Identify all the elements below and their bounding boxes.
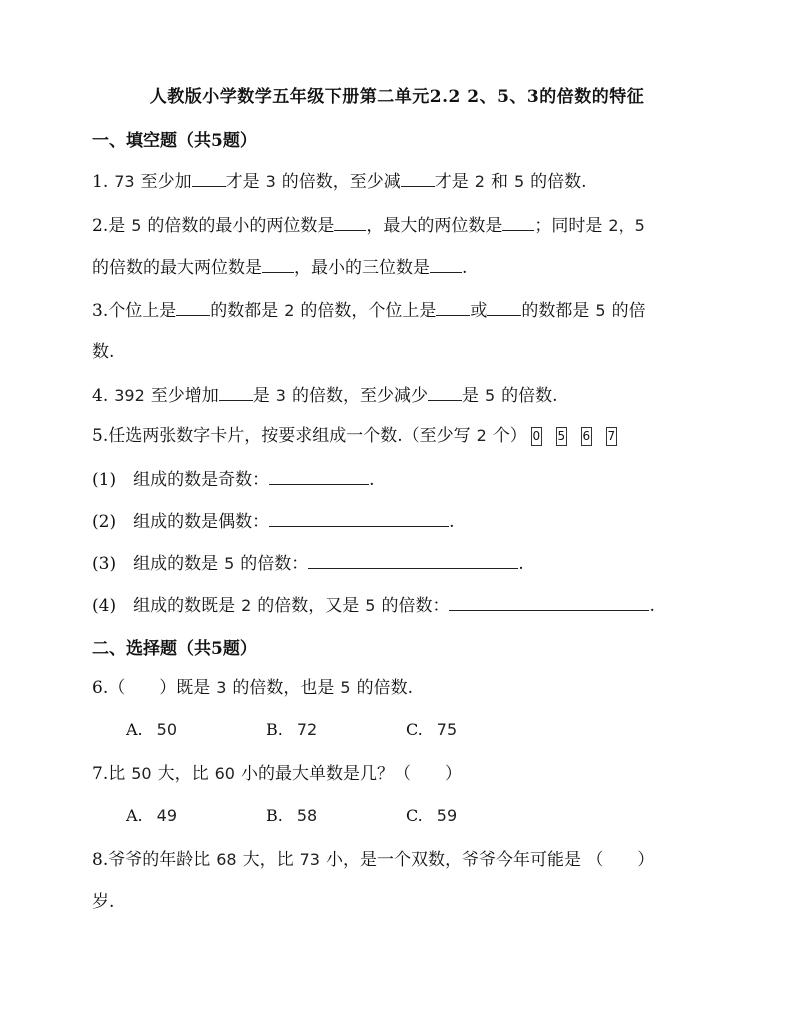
q5-sub-text: 的倍数： xyxy=(381,596,450,616)
q7-text: 7.比 xyxy=(92,764,126,784)
q3-text: 的数都是 xyxy=(521,301,590,321)
question-8 xyxy=(92,848,654,872)
q6-option-a[interactable] xyxy=(126,720,177,739)
answer-blank[interactable] xyxy=(176,297,210,316)
q7-option-c[interactable] xyxy=(406,806,457,825)
q5-number: 2 xyxy=(241,596,252,615)
q5-text: 个） xyxy=(492,426,527,446)
q2-text: 2.是 xyxy=(92,216,126,236)
q6-option-c[interactable] xyxy=(406,720,457,739)
option-letter: A. xyxy=(126,720,143,739)
question-5-part-4 xyxy=(92,592,655,618)
q5-sub-text: 的倍数，又是 xyxy=(257,596,360,616)
q8-text: 小，是一个双数，爷爷今年可能是 （ ） xyxy=(325,850,655,870)
q7-text: 小的最大单数是几？（ ） xyxy=(240,764,462,784)
q3-text: 3.个位上是 xyxy=(92,301,177,321)
digit-card: 0 xyxy=(531,427,542,446)
answer-blank[interactable] xyxy=(502,212,534,231)
q4-number: 3 xyxy=(275,386,286,405)
q1-text: 的倍数，至少减 xyxy=(281,172,401,192)
question-3 xyxy=(92,297,646,323)
q6-number: 3 xyxy=(216,678,227,697)
q1-text: 才是 xyxy=(225,172,260,192)
question-5-part-3 xyxy=(92,550,524,576)
q6-number: 5 xyxy=(340,678,351,697)
q2-text: ；同时是 xyxy=(534,216,603,236)
question-4 xyxy=(92,382,558,408)
option-letter: B. xyxy=(266,720,283,739)
q4-number: 5 xyxy=(484,386,496,405)
option-letter: C. xyxy=(406,720,423,739)
answer-blank[interactable] xyxy=(334,212,366,231)
question-2-cont xyxy=(92,254,467,280)
q8-text: 8.爷爷的年龄比 xyxy=(92,850,211,870)
q3-number: 2 xyxy=(284,301,295,320)
answer-blank[interactable] xyxy=(430,254,462,273)
question-8-cont xyxy=(92,890,114,914)
question-3-cont xyxy=(92,340,114,364)
answer-blank[interactable] xyxy=(269,508,449,527)
answer-blank[interactable] xyxy=(428,382,462,401)
q7-number: 50 xyxy=(131,764,152,783)
answer-blank[interactable] xyxy=(436,297,470,316)
q6-option-b[interactable] xyxy=(266,720,317,739)
q4-text: 是 xyxy=(252,386,270,406)
q3-text: 的倍数，个位上是 xyxy=(300,301,437,321)
q4-text: 是 xyxy=(461,386,479,406)
q2-text: 的倍数的最小的两位数是 xyxy=(147,216,335,236)
q3-text: 或 xyxy=(470,301,488,321)
option-value: 59 xyxy=(436,806,458,825)
answer-blank[interactable] xyxy=(487,297,521,316)
q3-text: 的倍 xyxy=(611,301,646,321)
q1-text: 才是 xyxy=(434,172,469,192)
q5-sub-text: . xyxy=(449,512,455,532)
q8-text: 岁. xyxy=(92,892,115,912)
q3-text: 数. xyxy=(92,342,115,362)
q3-number: 5 xyxy=(595,301,606,320)
option-letter: B. xyxy=(266,806,283,825)
q1-text: 1. xyxy=(92,172,109,192)
answer-blank[interactable] xyxy=(449,592,649,611)
q6-text: 的倍数，也是 xyxy=(232,678,335,698)
option-letter: C. xyxy=(406,806,423,825)
q5-sub-text: (2) 组成的数是偶数： xyxy=(92,512,270,532)
q8-number: 73 xyxy=(299,850,320,869)
q4-text: 的倍数. xyxy=(501,386,558,406)
digit-card: 5 xyxy=(556,427,567,446)
digit-card: 6 xyxy=(581,427,592,446)
q5-sub-text: . xyxy=(369,470,375,490)
q1-number: 73 xyxy=(114,172,135,191)
q1-text: 和 xyxy=(490,172,508,192)
q2-text: . xyxy=(462,258,468,278)
q3-text: 的数都是 xyxy=(210,301,279,321)
q8-text: 大，比 xyxy=(242,850,294,870)
option-value: 50 xyxy=(156,720,177,739)
q1-number: 2 xyxy=(474,172,485,191)
answer-blank[interactable] xyxy=(269,466,369,485)
q7-text: 大，比 xyxy=(157,764,209,784)
q2-text: ，最小的三位数是 xyxy=(294,258,430,278)
q5-number: 5 xyxy=(224,554,235,573)
q4-text: 至少增加 xyxy=(150,386,219,406)
q1-number: 3 xyxy=(265,172,276,191)
q2-number: 5 xyxy=(131,216,142,235)
q1-text: 至少加 xyxy=(140,172,192,192)
q4-text: 的倍数，至少减少 xyxy=(291,386,428,406)
q7-option-a[interactable] xyxy=(126,806,177,825)
option-letter: A. xyxy=(126,806,143,825)
q4-number: 392 xyxy=(114,386,145,405)
option-value: 72 xyxy=(296,720,318,739)
q5-sub-text: (3) 组成的数是 xyxy=(92,554,219,574)
question-6 xyxy=(92,676,413,700)
q5-sub-text: (1) 组成的数是奇数： xyxy=(92,470,270,490)
q1-text: 的倍数. xyxy=(530,172,587,192)
q2-text: 的倍数的最大两位数是 xyxy=(92,258,262,278)
q8-number: 68 xyxy=(216,850,237,869)
q4-text: 4. xyxy=(92,386,109,406)
q5-number: 2 xyxy=(476,426,487,445)
page-title: 人教版小学数学五年级下册第二单元2.2 2、5、3的倍数的特征 xyxy=(149,87,645,107)
digit-card: 7 xyxy=(606,427,617,446)
option-value: 49 xyxy=(156,806,177,825)
answer-blank[interactable] xyxy=(308,550,518,569)
question-5-part-2 xyxy=(92,508,455,534)
q5-sub-text: . xyxy=(649,596,655,616)
option-value: 58 xyxy=(296,806,318,825)
q5-sub-text: 的倍数： xyxy=(240,554,309,574)
q5-sub-text: (4) 组成的数既是 xyxy=(92,596,236,616)
question-5 xyxy=(92,424,617,448)
q1-number: 5 xyxy=(513,172,525,191)
option-value: 75 xyxy=(436,720,458,739)
q7-option-b[interactable] xyxy=(266,806,317,825)
q2-number: 2，5 xyxy=(608,216,645,235)
answer-blank[interactable] xyxy=(192,168,226,187)
question-2 xyxy=(92,212,651,238)
question-5-part-1 xyxy=(92,466,375,492)
q7-number: 60 xyxy=(214,764,235,783)
q6-text: 6.（ ）既是 xyxy=(92,678,211,698)
q5-number: 5 xyxy=(365,596,376,615)
q5-sub-text: . xyxy=(518,554,524,574)
section-fill-in-heading: 一、填空题（共5题） xyxy=(92,131,257,151)
section-choice-heading: 二、选择题（共5题） xyxy=(92,639,257,659)
answer-blank[interactable] xyxy=(219,382,253,401)
answer-blank[interactable] xyxy=(262,254,294,273)
q6-text: 的倍数. xyxy=(356,678,414,698)
q5-text: 5.任选两张数字卡片，按要求组成一个数.（至少写 xyxy=(92,426,471,446)
question-7 xyxy=(92,762,462,786)
answer-blank[interactable] xyxy=(401,168,435,187)
question-1 xyxy=(92,168,587,194)
q2-text: ，最大的两位数是 xyxy=(366,216,503,236)
